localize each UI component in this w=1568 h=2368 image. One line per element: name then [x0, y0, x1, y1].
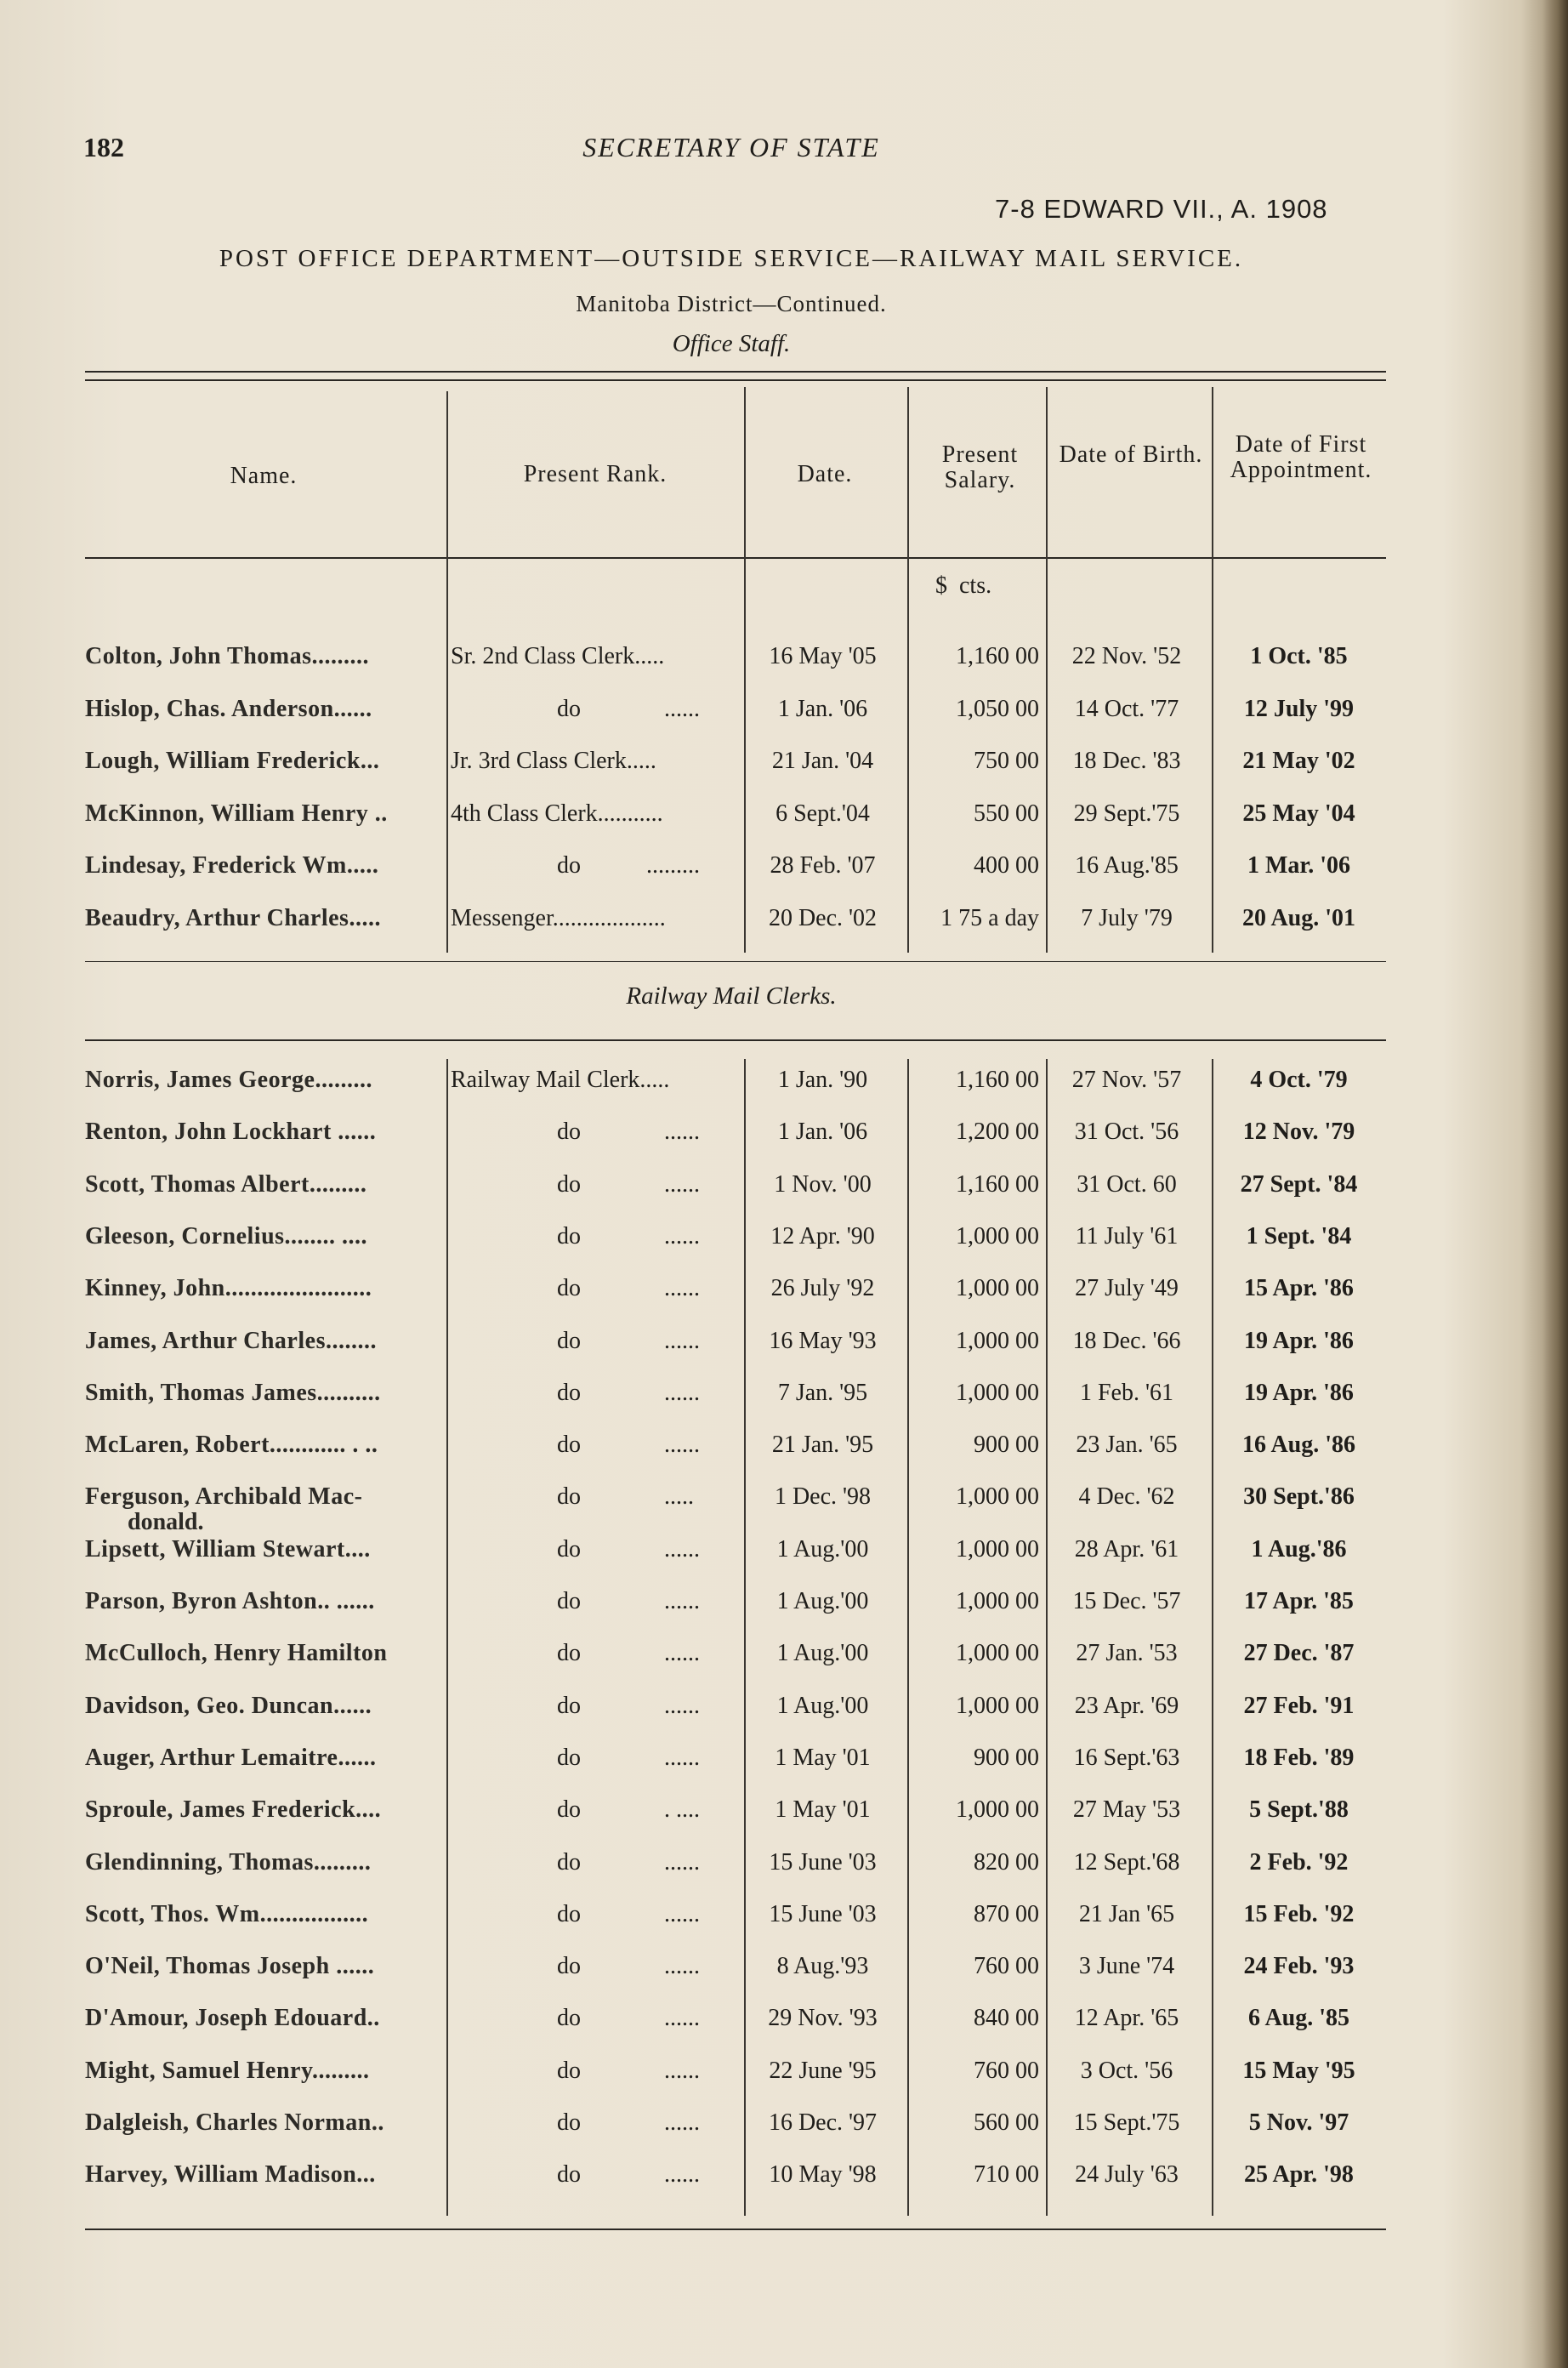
present-rank: do ...... [557, 1744, 700, 1771]
date-of-birth: 29 Sept.'75 [1073, 800, 1180, 827]
table-row [0, 1953, 1568, 2004]
rank-date: 1 Jan. '06 [777, 1119, 868, 1146]
date-of-birth: 3 June '74 [1078, 1953, 1175, 1980]
rank-date: 15 June '03 [769, 1900, 877, 1927]
date-of-birth: 16 Aug.'85 [1075, 852, 1179, 879]
present-salary: 400 00 [974, 852, 1039, 879]
date-of-birth: 3 Oct. '56 [1080, 2057, 1173, 2084]
rank-date: 1 Aug.'00 [776, 1640, 869, 1667]
table-row [0, 1380, 1568, 1431]
employee-name: Colton, John Thomas......... [85, 643, 370, 669]
employee-name-continued: donald. [128, 1509, 204, 1536]
date-of-birth: 23 Apr. '69 [1074, 1692, 1179, 1719]
present-salary: 1,000 00 [956, 1327, 1039, 1354]
rank-date: 1 Aug.'00 [776, 1692, 869, 1719]
first-appointment-date: 27 Dec. '87 [1243, 1640, 1355, 1667]
first-appointment-date: 12 Nov. '79 [1242, 1119, 1355, 1146]
present-rank: do ...... [557, 2057, 700, 2084]
table-row [0, 1171, 1568, 1222]
table-row [0, 696, 1568, 747]
rank-date: 1 Aug.'00 [776, 1588, 869, 1614]
date-of-birth: 18 Dec. '83 [1072, 748, 1181, 774]
table-row [0, 2058, 1568, 2109]
rank-date: 15 June '03 [769, 1848, 877, 1876]
first-appointment-date: 19 Apr. '86 [1244, 1379, 1354, 1406]
department-title: POST OFFICE DEPARTMENT—OUTSIDE SERVICE—RAILWAY MAIL SERVICE. [219, 245, 1244, 272]
rank-date: 1 Nov. '00 [774, 1170, 872, 1198]
rank-date: 26 July '92 [770, 1275, 875, 1302]
rank-date: 21 Jan. '04 [771, 748, 874, 774]
rank-date: 1 May '01 [775, 1744, 871, 1771]
date-of-birth: 7 July '79 [1081, 904, 1173, 931]
date-of-birth: 24 July '63 [1075, 2161, 1179, 2189]
col-header-name: Name. [230, 463, 298, 489]
rank-date: 16 Dec. '97 [768, 2109, 878, 2136]
date-of-birth: 31 Oct. '56 [1074, 1119, 1179, 1146]
col-header-birth: Date of Birth. [1059, 441, 1203, 468]
present-salary: 1,000 00 [956, 1692, 1039, 1719]
present-salary: 750 00 [974, 748, 1039, 774]
rank-date: 28 Feb. '07 [770, 852, 876, 879]
present-salary: 1,000 00 [956, 1796, 1039, 1824]
present-salary: 1,000 00 [956, 1379, 1039, 1406]
first-appointment-date: 5 Nov. '97 [1248, 2109, 1349, 2136]
table-top-rule [85, 371, 1386, 373]
employee-name: O'Neil, Thomas Joseph ...... [85, 1953, 375, 1980]
date-of-birth: 4 Dec. '62 [1078, 1483, 1175, 1511]
present-rank: do ...... [557, 1640, 700, 1667]
present-rank: do ...... [557, 2109, 700, 2136]
present-rank: do ...... [557, 1222, 700, 1249]
date-of-birth: 27 May '53 [1072, 1796, 1181, 1824]
table-row [0, 905, 1568, 956]
present-rank: do ...... [557, 1432, 700, 1459]
first-appointment-date: 15 May '95 [1242, 2057, 1355, 2084]
employee-name: D'Amour, Joseph Edouard.. [85, 2005, 380, 2032]
present-salary: 900 00 [974, 1432, 1039, 1459]
table-row [0, 2005, 1568, 2056]
employee-name: Hislop, Chas. Anderson...... [85, 695, 372, 722]
first-appointment-date: 25 Apr. '98 [1244, 2161, 1354, 2189]
present-salary: 560 00 [974, 2109, 1039, 2136]
present-rank: do ...... [557, 1692, 700, 1719]
first-appointment-date: 17 Apr. '85 [1244, 1588, 1354, 1614]
present-rank: do ...... [557, 1900, 700, 1927]
employee-name: Might, Samuel Henry......... [85, 2057, 370, 2084]
rank-date: 1 Dec. '98 [774, 1483, 872, 1511]
rank-date: 7 Jan. '95 [777, 1379, 868, 1406]
table-row [0, 1640, 1568, 1691]
table-row [0, 1796, 1568, 1847]
date-of-birth: 28 Apr. '61 [1074, 1535, 1179, 1563]
present-salary: 1,000 00 [956, 1222, 1039, 1249]
first-appointment-date: 15 Apr. '86 [1244, 1275, 1354, 1302]
table-top-rule-2 [85, 379, 1386, 381]
table-row [0, 1849, 1568, 1900]
employee-name: Beaudry, Arthur Charles..... [85, 904, 381, 931]
present-salary: 710 00 [974, 2161, 1039, 2189]
present-rank: do ...... [557, 1327, 700, 1354]
table-row [0, 1693, 1568, 1744]
table-row [0, 1119, 1568, 1170]
date-of-birth: 15 Dec. '57 [1072, 1588, 1181, 1614]
table-row [0, 1328, 1568, 1379]
employee-name: Kinney, John....................... [85, 1275, 372, 1302]
date-of-birth: 12 Sept.'68 [1073, 1848, 1180, 1876]
present-salary: 820 00 [974, 1848, 1039, 1876]
col-header-date: Date. [797, 461, 853, 487]
table-row [0, 2109, 1568, 2160]
present-salary: 1,160 00 [956, 643, 1039, 669]
employee-name: Lindesay, Frederick Wm..... [85, 852, 379, 879]
table-row [0, 1223, 1568, 1274]
present-salary: 1,000 00 [956, 1275, 1039, 1302]
present-salary: 1,000 00 [956, 1640, 1039, 1667]
section-office-staff: Office Staff. [672, 330, 791, 357]
present-salary: 760 00 [974, 1953, 1039, 1980]
rank-date: 1 Jan. '06 [777, 695, 868, 722]
first-appointment-date: 16 Aug. '86 [1241, 1432, 1356, 1459]
date-of-birth: 21 Jan '65 [1078, 1900, 1175, 1927]
present-salary: 1,200 00 [956, 1119, 1039, 1146]
employee-name: Smith, Thomas James.......... [85, 1379, 381, 1406]
employee-name: Gleeson, Cornelius........ .... [85, 1222, 368, 1249]
present-salary: 1,000 00 [956, 1535, 1039, 1563]
present-rank: do ...... [557, 1588, 700, 1614]
first-appointment-date: 1 Oct. '85 [1250, 643, 1348, 669]
date-of-birth: 11 July '61 [1075, 1222, 1179, 1249]
rank-date: 20 Dec. '02 [768, 904, 878, 931]
header-bottom-rule [85, 557, 1386, 559]
running-head: SECRETARY OF STATE [582, 132, 880, 162]
first-appointment-date: 18 Feb. '89 [1243, 1744, 1355, 1771]
present-rank: Jr. 3rd Class Clerk..... [451, 748, 656, 774]
date-of-birth: 27 July '49 [1075, 1275, 1179, 1302]
employee-name: Lipsett, William Stewart.... [85, 1535, 371, 1563]
first-appointment-date: 27 Feb. '91 [1243, 1692, 1355, 1719]
rank-date: 10 May '98 [769, 2161, 877, 2189]
date-of-birth: 1 Feb. '61 [1079, 1379, 1174, 1406]
present-salary: 1,050 00 [956, 695, 1039, 722]
employee-name: Dalgleish, Charles Norman.. [85, 2109, 384, 2136]
present-salary: 1,000 00 [956, 1483, 1039, 1511]
present-rank: do ...... [557, 1119, 700, 1146]
present-salary: 1,000 00 [956, 1588, 1039, 1614]
date-of-birth: 16 Sept.'63 [1073, 1744, 1180, 1771]
table-row [0, 643, 1568, 694]
present-rank: do ...... [557, 1379, 700, 1406]
col-header-appointment: Date of First Appointment. [1230, 431, 1372, 483]
first-appointment-date: 1 Sept. '84 [1246, 1222, 1352, 1249]
rank-date: 16 May '05 [769, 643, 877, 669]
present-rank: do ...... [557, 1535, 700, 1563]
table-row [0, 748, 1568, 799]
first-appointment-date: 21 May '02 [1242, 748, 1355, 774]
table-row [0, 852, 1568, 903]
first-appointment-date: 27 Sept. '84 [1240, 1170, 1358, 1198]
present-rank: Messenger................... [451, 904, 666, 931]
employee-name: Auger, Arthur Lemaitre...... [85, 1744, 377, 1771]
col-header-rank: Present Rank. [523, 461, 668, 487]
present-salary: 900 00 [974, 1744, 1039, 1771]
employee-name: Ferguson, Archibald Mac- [85, 1483, 363, 1511]
present-salary: 1 75 a day [940, 904, 1039, 931]
employee-name: Glendinning, Thomas......... [85, 1848, 372, 1876]
present-rank: do ...... [557, 2005, 700, 2032]
first-appointment-date: 20 Aug. '01 [1241, 904, 1356, 931]
table-row [0, 1536, 1568, 1587]
present-salary: 760 00 [974, 2057, 1039, 2084]
present-rank: do ...... [557, 1953, 700, 1980]
first-appointment-date: 1 Aug.'86 [1251, 1535, 1347, 1563]
employee-name: Renton, John Lockhart ...... [85, 1119, 377, 1146]
employee-name: Davidson, Geo. Duncan...... [85, 1692, 372, 1719]
page-number: 182 [83, 132, 124, 162]
present-rank: do ...... [557, 2161, 700, 2189]
employee-name: McCulloch, Henry Hamilton [85, 1640, 388, 1667]
date-of-birth: 31 Oct. 60 [1077, 1170, 1177, 1198]
district-title: Manitoba District—Continued. [576, 291, 887, 316]
session-header: 7-8 EDWARD VII., A. 1908 [995, 194, 1328, 224]
rank-date: 29 Nov. '93 [768, 2005, 878, 2032]
clerks-top-rule [85, 1039, 1386, 1041]
table-row [0, 2161, 1568, 2212]
first-appointment-date: 5 Sept.'88 [1249, 1796, 1349, 1824]
rank-date: 1 May '01 [775, 1796, 871, 1824]
date-of-birth: 27 Nov. '57 [1071, 1067, 1182, 1093]
first-appointment-date: 4 Oct. '79 [1250, 1067, 1348, 1093]
table-row [0, 1483, 1568, 1534]
employee-name: Scott, Thomas Albert......... [85, 1170, 367, 1198]
first-appointment-date: 30 Sept.'86 [1243, 1483, 1355, 1511]
first-appointment-date: 24 Feb. '93 [1243, 1953, 1355, 1980]
first-appointment-date: 6 Aug. '85 [1247, 2005, 1350, 2032]
date-of-birth: 23 Jan. '65 [1076, 1432, 1178, 1459]
employee-name: Sproule, James Frederick.... [85, 1796, 382, 1824]
date-of-birth: 27 Jan. '53 [1076, 1640, 1178, 1667]
table-row [0, 1901, 1568, 1952]
date-of-birth: 14 Oct. '77 [1074, 695, 1179, 722]
section-railway-mail-clerks: Railway Mail Clerks. [626, 982, 837, 1010]
present-salary: 870 00 [974, 1900, 1039, 1927]
table-row [0, 1275, 1568, 1326]
employee-name: McLaren, Robert............ . .. [85, 1432, 378, 1459]
table-bottom-rule [85, 2229, 1386, 2230]
present-salary: 550 00 [974, 800, 1039, 827]
first-appointment-date: 12 July '99 [1243, 695, 1355, 722]
first-appointment-date: 1 Mar. '06 [1247, 852, 1351, 879]
rank-date: 22 June '95 [769, 2057, 877, 2084]
present-salary: 840 00 [974, 2005, 1039, 2032]
present-rank: Railway Mail Clerk..... [451, 1067, 670, 1093]
salary-units: $ cts. [935, 572, 992, 599]
date-of-birth: 18 Dec. '66 [1072, 1327, 1181, 1354]
rank-date: 6 Sept.'04 [775, 800, 870, 827]
date-of-birth: 15 Sept.'75 [1073, 2109, 1180, 2136]
rank-date: 16 May '93 [769, 1327, 877, 1354]
date-of-birth: 22 Nov. '52 [1071, 643, 1182, 669]
rank-date: 12 Apr. '90 [770, 1222, 875, 1249]
table-row [0, 1432, 1568, 1483]
employee-name: Scott, Thos. Wm................. [85, 1900, 369, 1927]
employee-name: Norris, James George......... [85, 1067, 372, 1093]
rank-date: 8 Aug.'93 [776, 1953, 869, 1980]
present-rank: do ..... [557, 1483, 694, 1511]
first-appointment-date: 15 Feb. '92 [1243, 1900, 1355, 1927]
present-rank: do ......... [557, 852, 700, 879]
present-rank: do ...... [557, 1848, 700, 1876]
present-rank: do ...... [557, 1170, 700, 1198]
present-rank: do . .... [557, 1796, 700, 1824]
table-row [0, 1588, 1568, 1639]
employee-name: Parson, Byron Ashton.. ...... [85, 1588, 375, 1614]
rank-date: 1 Aug.'00 [776, 1535, 869, 1563]
employee-name: Harvey, William Madison... [85, 2161, 376, 2189]
present-rank: do ...... [557, 1275, 700, 1302]
date-of-birth: 12 Apr. '65 [1074, 2005, 1179, 2032]
present-salary: 1,160 00 [956, 1067, 1039, 1093]
employee-name: Lough, William Frederick... [85, 748, 380, 774]
first-appointment-date: 19 Apr. '86 [1244, 1327, 1354, 1354]
present-rank: 4th Class Clerk........... [451, 800, 663, 827]
present-rank: Sr. 2nd Class Clerk..... [451, 643, 665, 669]
present-salary: 1,160 00 [956, 1170, 1039, 1198]
col-header-salary: Present Salary. [941, 441, 1019, 493]
rank-date: 1 Jan. '90 [777, 1067, 868, 1093]
table-row [0, 1067, 1568, 1118]
first-appointment-date: 2 Feb. '92 [1249, 1848, 1349, 1876]
first-appointment-date: 25 May '04 [1242, 800, 1355, 827]
present-rank: do ...... [557, 695, 700, 722]
office-staff-bottom-rule [85, 961, 1386, 962]
employee-name: McKinnon, William Henry .. [85, 800, 388, 827]
table-row [0, 1745, 1568, 1796]
employee-name: James, Arthur Charles........ [85, 1327, 377, 1354]
table-row [0, 800, 1568, 851]
rank-date: 21 Jan. '95 [771, 1432, 874, 1459]
